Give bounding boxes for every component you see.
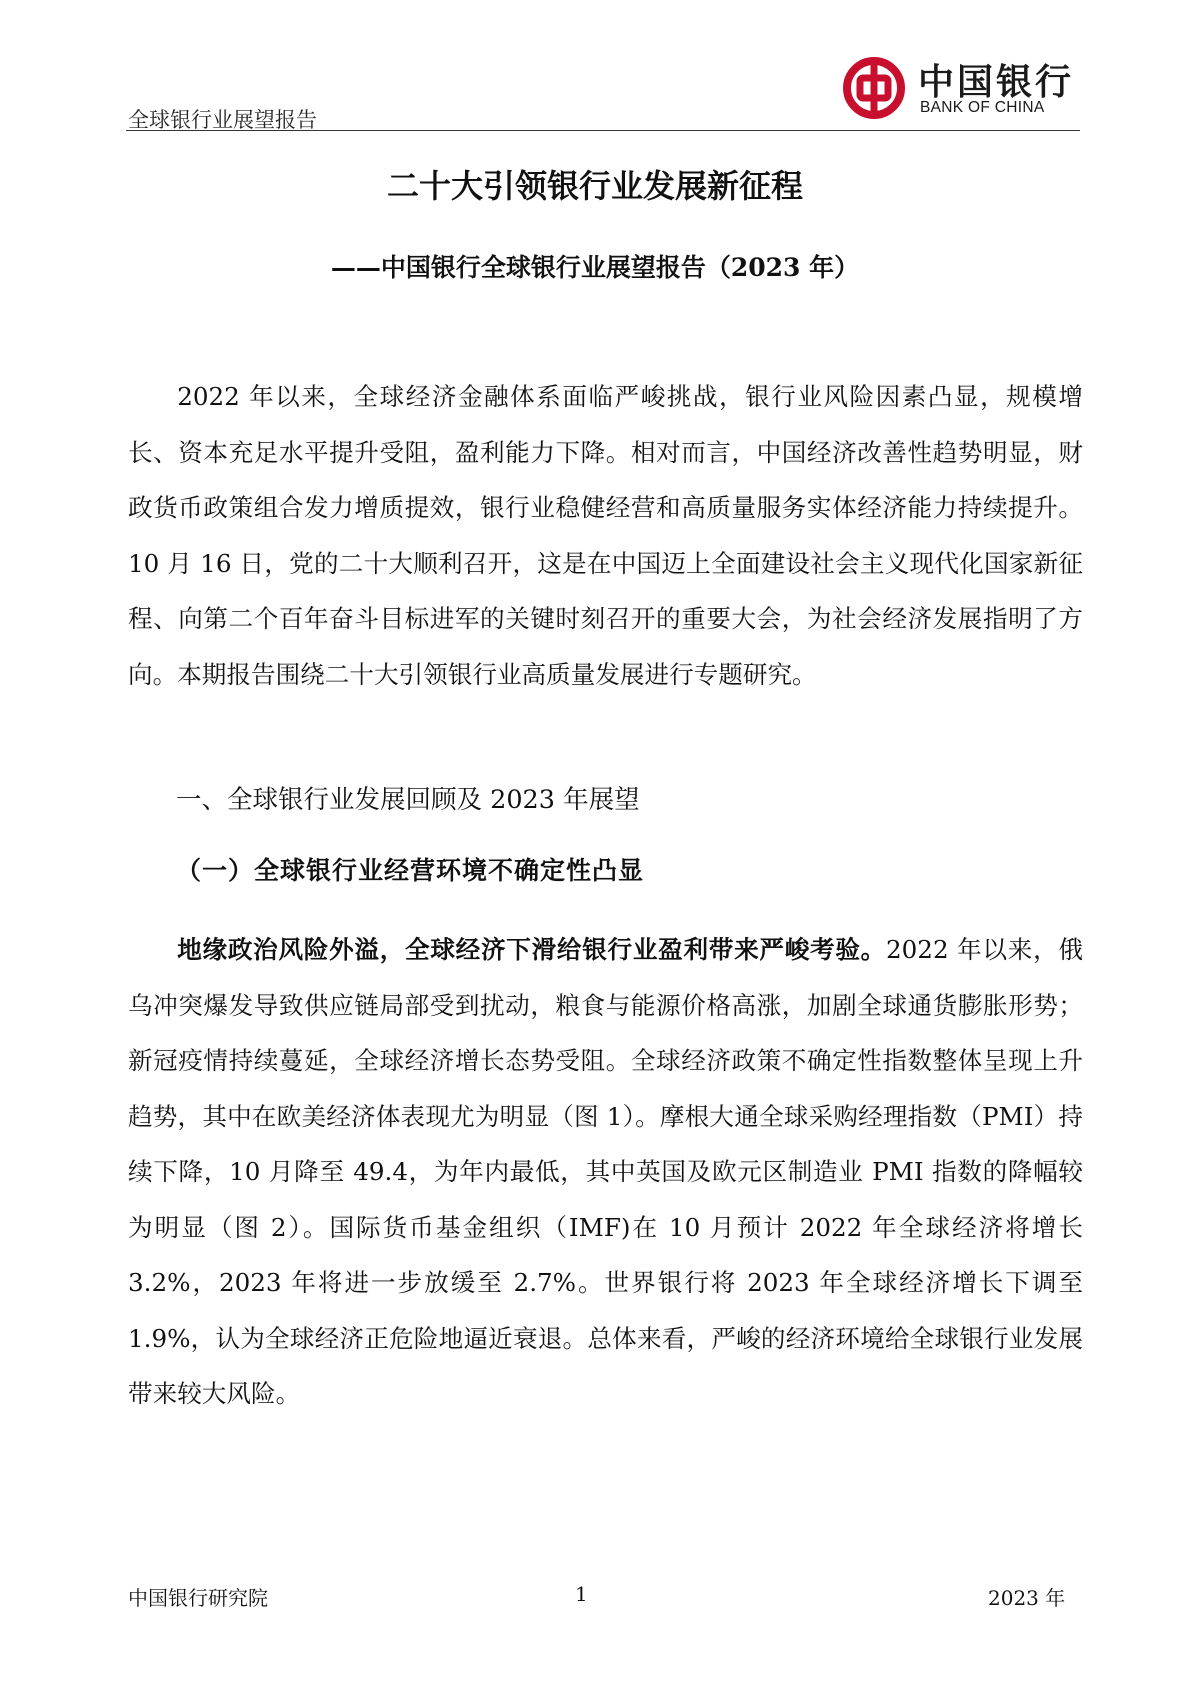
header-divider — [126, 130, 1080, 131]
footer-organization: 中国银行研究院 — [128, 1586, 268, 1610]
document-subtitle: ——中国银行全球银行业展望报告（2023 年） — [330, 253, 860, 282]
document-title: 二十大引领银行业发展新征程 — [386, 167, 803, 205]
logo-english-name: BANK OF CHINA — [920, 99, 1045, 116]
paragraph-body: 2022 年以来，俄乌冲突爆发导致供应链局部受到扰动，粮食与能源价格高涨，加剧全球通货膨胀形势；新冠疫情持续蔓延，全球经济增长态势受阻。全球经济政策不确定性指数整体呈现上升趋势，其中在欧美经济体表现尤为明显（图 1）。摩根大通全球采购经理指数（PMI）持续下降，10 月降至 49.4，为年内最低，其中英国及欧元区制造业 PMI 指数的降幅较为明显（图 2）。国际货币基金组织（IMF)在 10 月预计 2022 年全球经济将增长 3.2%，2023 年将进一步放缓至 2.7%。世界银行将 2023 年全球经济增长下调至 1.9%，认为全球经济正危险地逼近衰退。总体来看，严峻的经济环境给全球银行业发展带来较大风险。 — [128, 935, 1083, 1408]
subsection-1-heading: （一）全球银行业经营环境不确定性凸显 — [176, 856, 645, 885]
section-1-heading: 一、全球银行业发展回顾及 2023 年展望 — [176, 785, 640, 815]
paragraph-lead-sentence: 地缘政治风险外溢，全球经济下滑给银行业盈利带来严峻考验。 — [177, 935, 886, 964]
footer-year: 2023 年 — [988, 1586, 1066, 1610]
intro-paragraph: 2022 年以来，全球经济金融体系面临严峻挑战，银行业风险因素凸显，规模增长、资本充足水平提升受阻，盈利能力下降。相对而言，中国经济改善性趋势明显，财政货币政策组合发力增质提效，银行业稳健经营和高质量服务实体经济能力持续提升。10 月 16 日，党的二十大顺利召开，这是在中国迈上全面建设社会主义现代化国家新征程、向第二个百年奋斗目标进军的关键时刻召开的重要大会，为社会经济发展指明了方向。本期报告围绕二十大引领银行业高质量发展进行专题研究。 — [128, 382, 1083, 689]
page-number: 1 — [575, 1582, 588, 1606]
bank-of-china-emblem-icon — [838, 52, 910, 124]
running-title: 全球银行业展望报告 — [128, 108, 317, 132]
logo-chinese-name: 中国银行 — [918, 61, 1075, 103]
bank-logo — [838, 52, 1078, 122]
subsection-1-paragraph — [128, 922, 1083, 1422]
